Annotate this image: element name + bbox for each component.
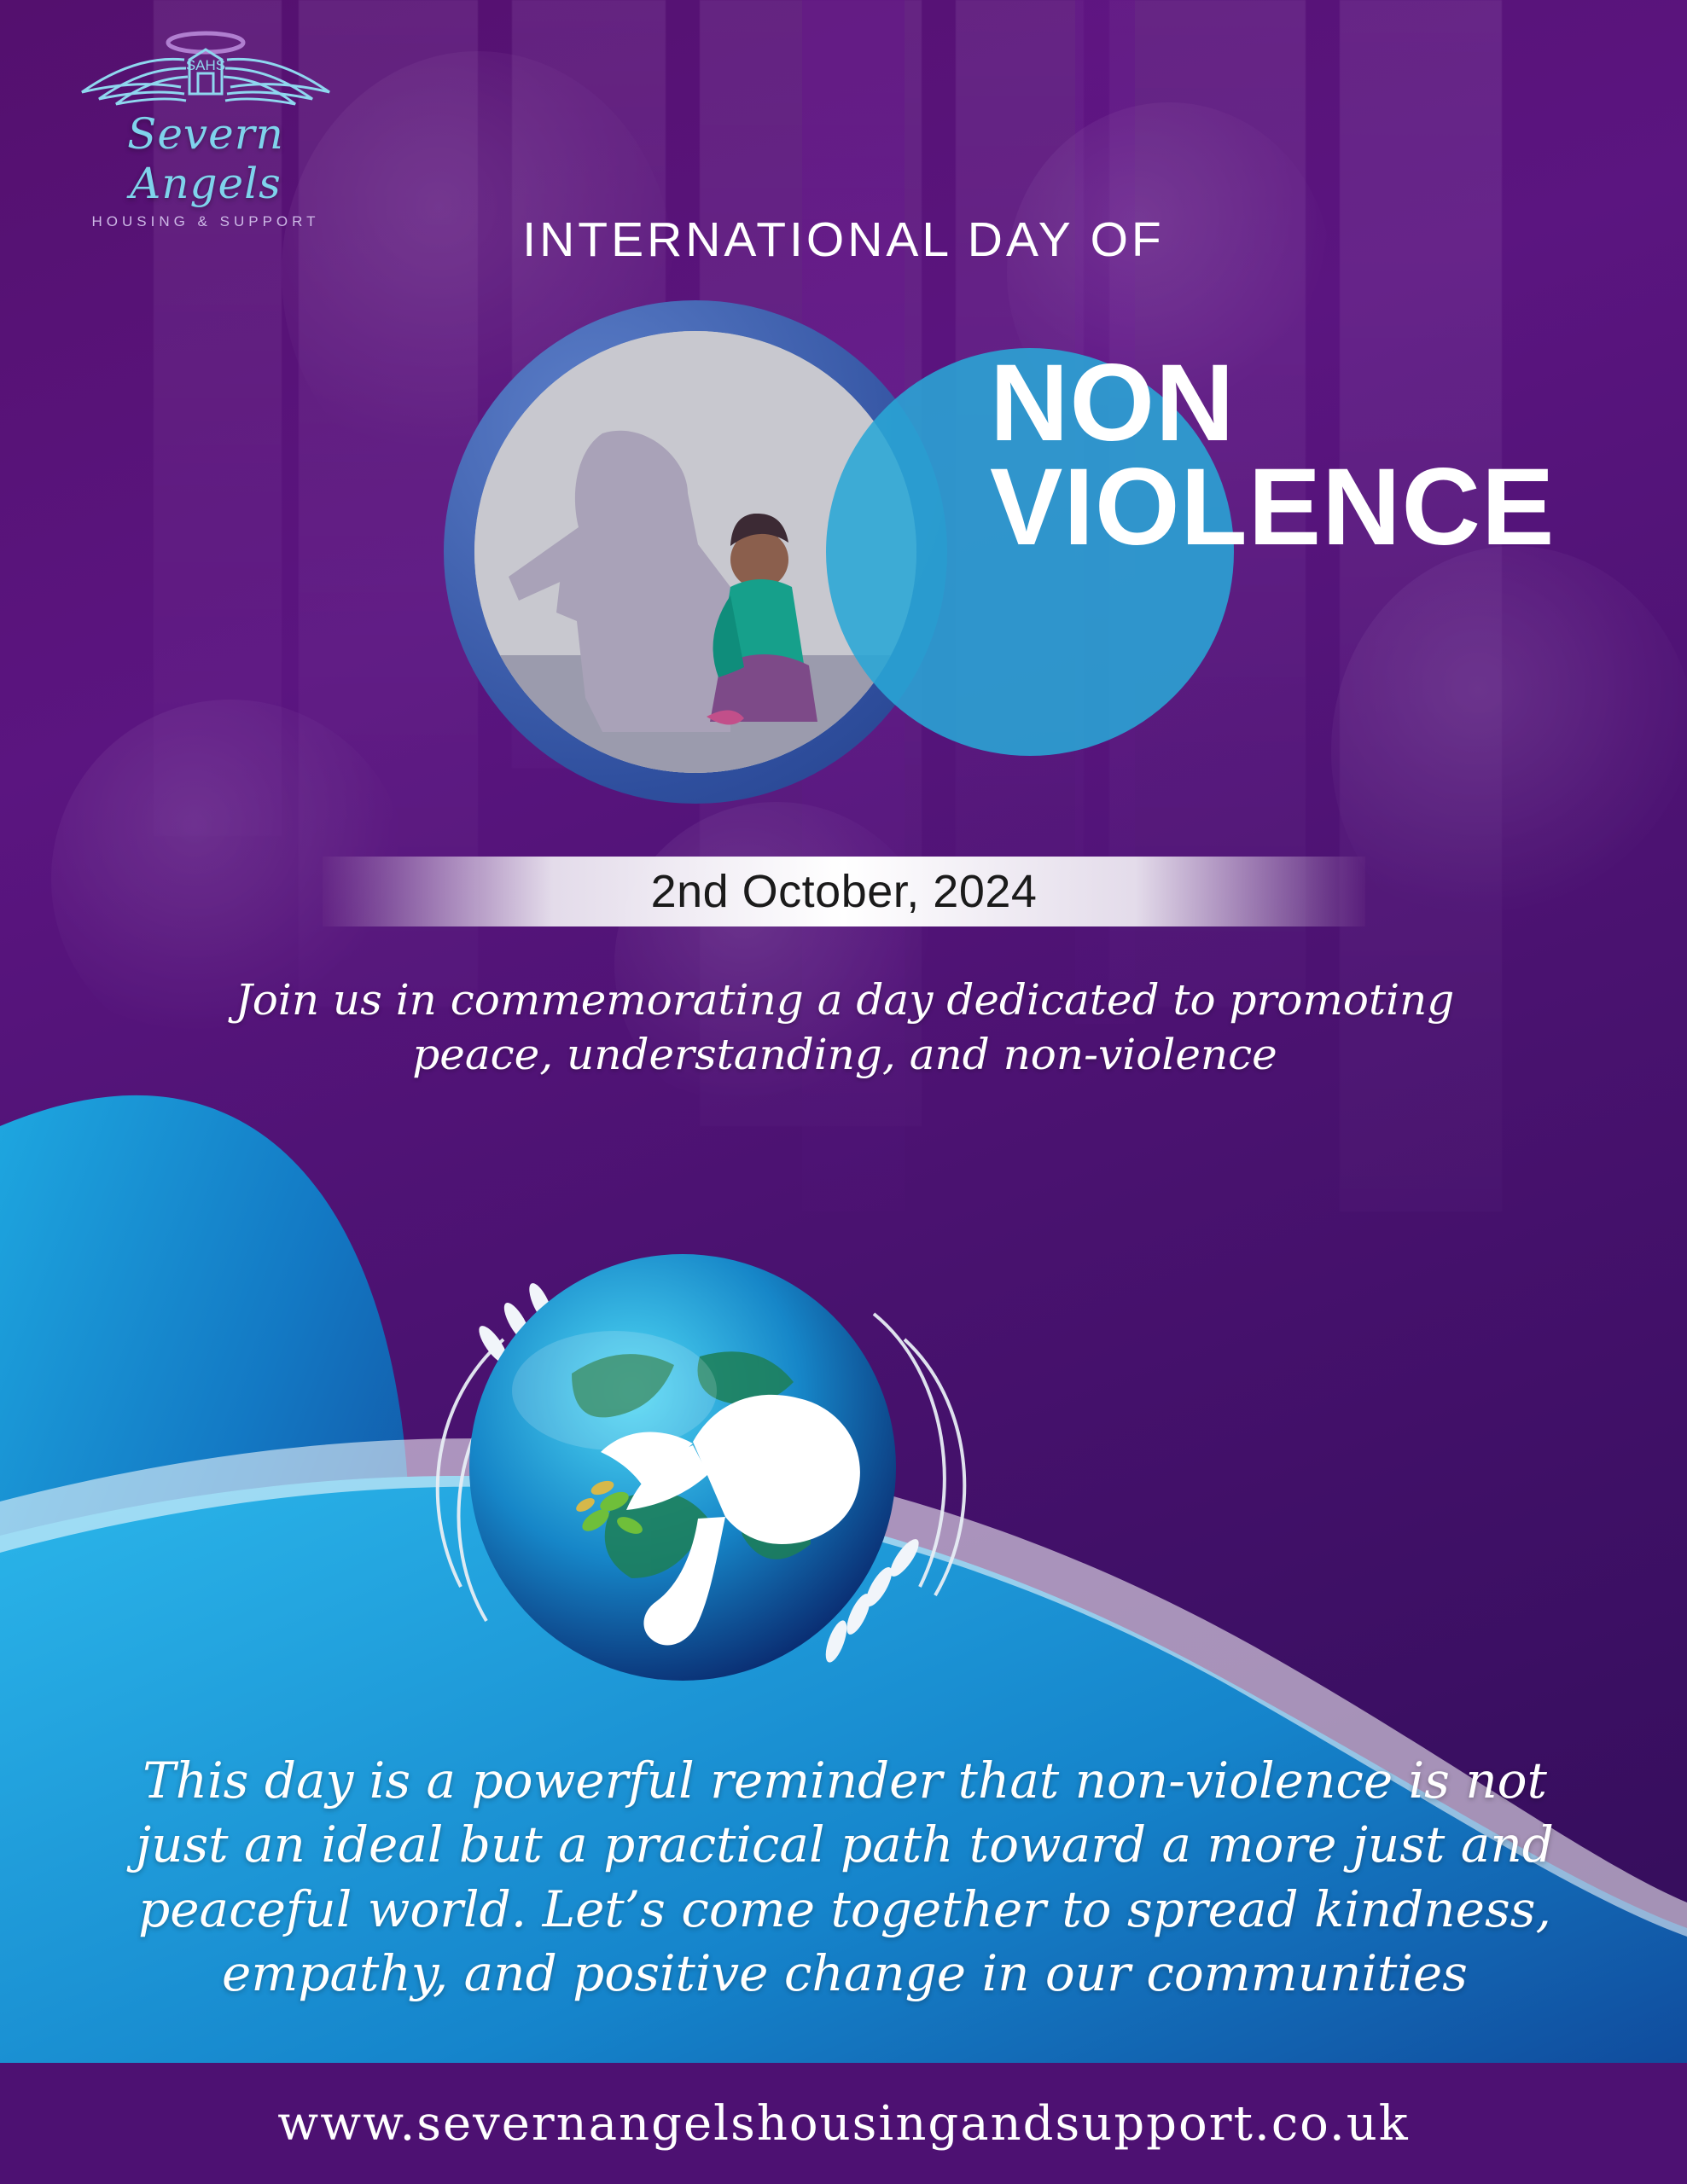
venn-headline-graphic (444, 300, 1655, 812)
website-url[interactable]: www.severnangelshousingandsupport.co.uk (277, 2095, 1410, 2152)
headline-word (990, 342, 1655, 568)
footer-bar (0, 2063, 1687, 2184)
kicker-text: INTERNATIONAL DAY OF (522, 212, 1165, 267)
body-paragraph: This day is a powerful reminder that non-violence is not just an ideal but a practical path toward a more just and peaceful world. Let’s come together to spread kindness, empathy, and positive change in our communities (136, 1751, 1554, 2003)
headline-line-2: VIOLENCE (990, 445, 1556, 568)
date-banner (323, 857, 1365, 926)
svg-text:SAHS: SAHS (185, 57, 226, 73)
headline-line-1: NON (990, 342, 1236, 464)
date-text: 2nd October, 2024 (650, 866, 1038, 917)
intro-paragraph: Join us in commemorating a day dedicated to promoting peace, understanding, and non-violence (235, 975, 1455, 1079)
globe-dove-graphic (358, 1143, 1007, 1740)
logo-tagline: HOUSING & SUPPORT (91, 213, 320, 229)
angel-wings-icon (48, 31, 364, 113)
brand-logo (48, 31, 364, 229)
logo-brand-name: Severn Angels (127, 109, 284, 208)
